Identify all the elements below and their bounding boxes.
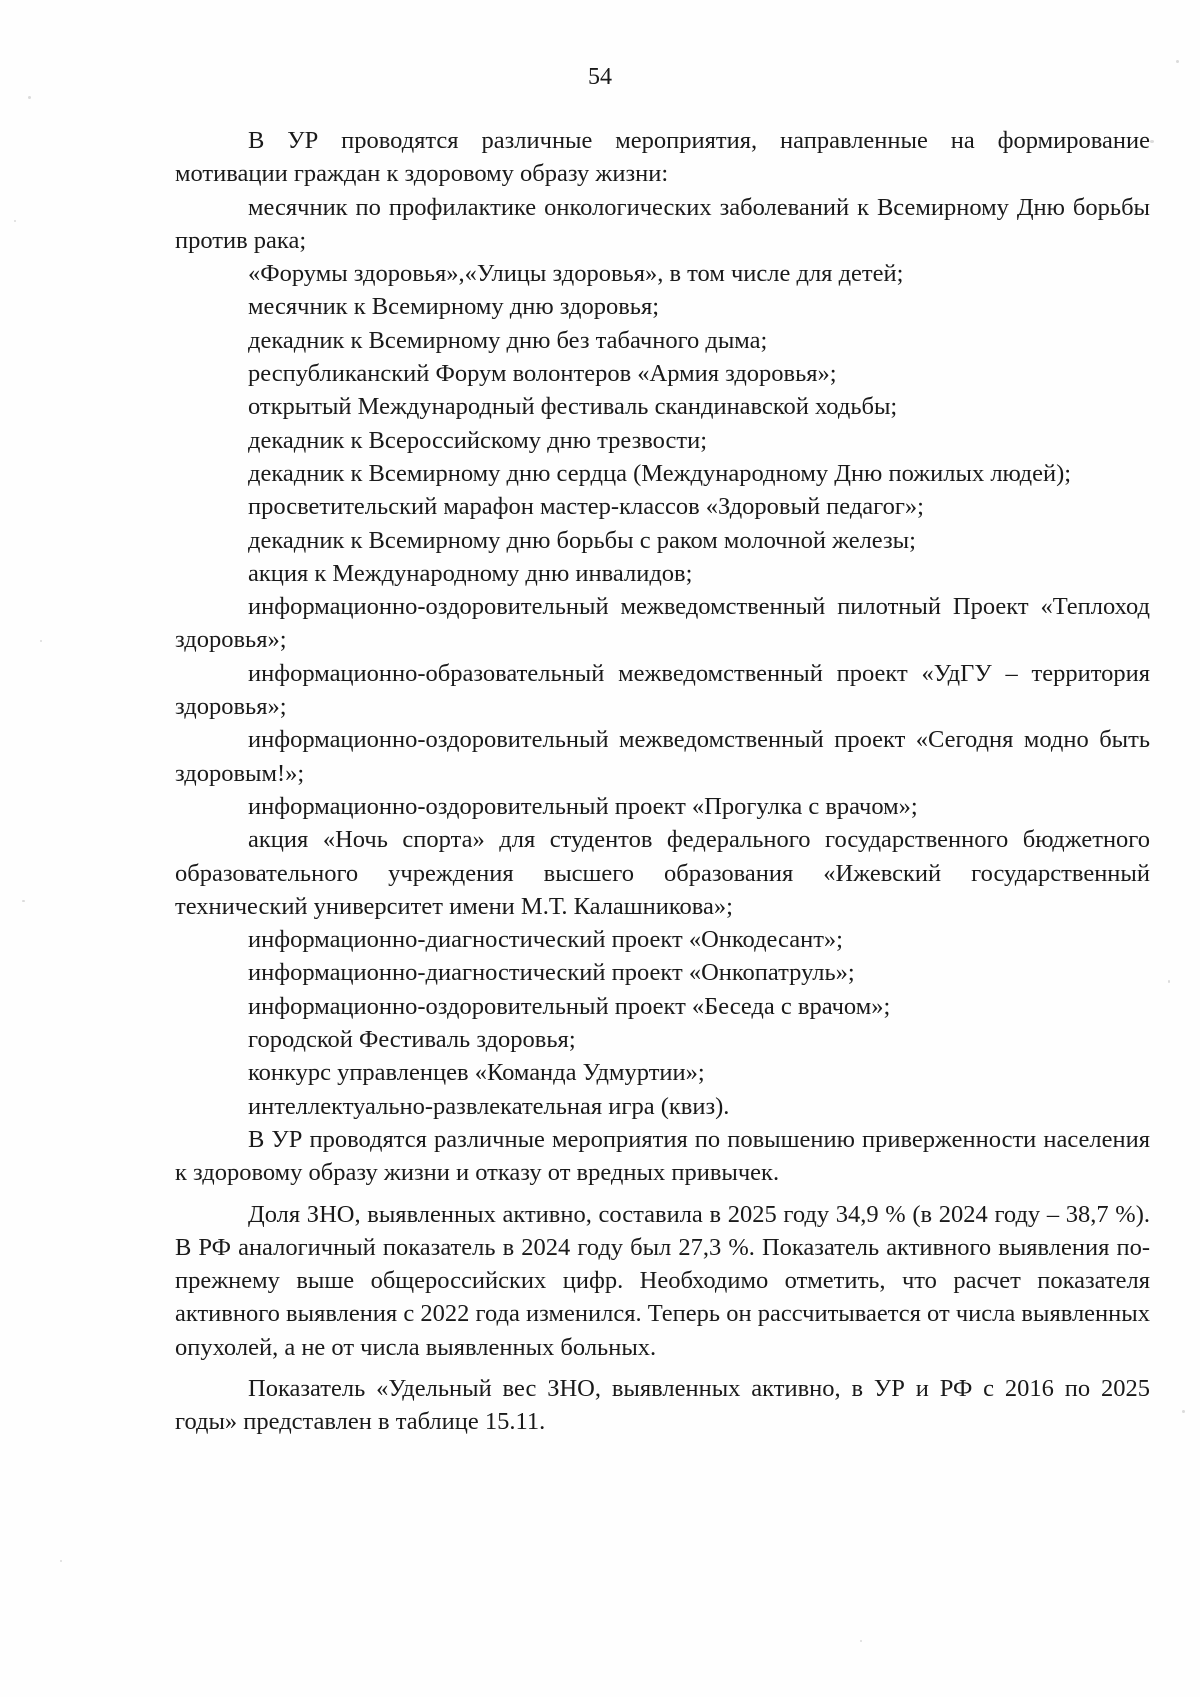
list-item: интеллектуально-развлекательная игра (квиз). xyxy=(248,1092,730,1120)
list-item: информационно-оздоровительный межведомственный проект «Сегодня модно быть здоровым!»; xyxy=(175,726,1150,787)
scan-speck xyxy=(28,96,31,99)
document-body xyxy=(175,124,1150,1439)
body-paragraph: В УР проводятся различные мероприятия по повышению приверженности населения к здоровому образу жизни и отказу от вредных привычек. xyxy=(175,1125,1150,1187)
list-item: информационно-оздоровительный межведомственный пилотный Проект «Теплоход здоровья»; xyxy=(175,593,1150,654)
list-item: декадник к Всемирному дню без табачного дыма; xyxy=(248,326,768,354)
list-item: акция «Ночь спорта» для студентов федерального государственного бюджетного образовательного учреждения высшего образования «Ижевский государственный технический университет имени М.Т. Калашникова»; xyxy=(175,826,1150,920)
body-paragraph: Показатель «Удельный вес ЗНО, выявленных активно, в УР и РФ с 2016 по 2025 годы» представлен в таблице 15.11. xyxy=(175,1374,1150,1436)
list-item: информационно-диагностический проект «Онкодесант»; xyxy=(248,926,843,954)
list-item: информационно-оздоровительный проект «Беседа с врачом»; xyxy=(248,992,891,1020)
scan-speck xyxy=(1168,980,1170,983)
list-item: просветительский марафон мастер-классов «Здоровый педагог»; xyxy=(248,493,924,521)
list-item: информационно-образовательный межведомственный проект «УдГУ – территория здоровья»; xyxy=(175,659,1150,721)
list-item: декадник к Всемирному дню борьбы с раком молочной железы; xyxy=(248,526,916,554)
list-item: информационно-диагностический проект «Онкопатруль»; xyxy=(248,959,855,987)
page-number: 54 xyxy=(588,64,612,90)
list-item: республиканский Форум волонтеров «Армия здоровья»; xyxy=(248,360,837,388)
scan-speck xyxy=(40,640,42,642)
list-item: декадник к Всероссийскому дню трезвости; xyxy=(248,426,708,454)
list-item: «Форумы здоровья»,«Улицы здоровья», в том числе для детей; xyxy=(248,260,904,288)
intro-paragraph: В УР проводятся различные мероприятия, направленные на формирование мотивации граждан к здоровому образу жизни: xyxy=(175,127,1150,188)
list-item: месячник к Всемирному дню здоровья; xyxy=(248,293,660,321)
scan-speck xyxy=(860,1640,862,1642)
list-item: конкурс управленцев «Команда Удмуртии»; xyxy=(248,1059,705,1087)
list-item: открытый Международный фестиваль скандинавской ходьбы; xyxy=(248,393,898,421)
list-item: акция к Международному дню инвалидов; xyxy=(248,559,693,587)
scan-speck xyxy=(22,900,25,902)
scan-speck xyxy=(14,220,16,222)
list-item: месячник по профилактике онкологических заболеваний к Всемирному Дню борьбы против рака; xyxy=(175,193,1150,254)
list-item: информационно-оздоровительный проект «Прогулка с врачом»; xyxy=(248,792,918,820)
scan-speck xyxy=(1182,1410,1185,1413)
list-item: декадник к Всемирному дню сердца (Международному Дню пожилых людей); xyxy=(248,459,1072,487)
scan-speck xyxy=(1150,140,1154,143)
body-paragraph: Доля ЗНО, выявленных активно, составила в 2025 году 34,9 % (в 2024 году – 38,7 %). В РФ аналогичный показатель в 2024 году был 27,3 %. Показатель активного выявления по-прежнему выше общероссийских цифр. Необходимо отметить, что расчет показателя активного выявления с 2022 года изменился. Теперь он рассчитывается от числа выявленных опухолей, а не от числа выявленных больных. xyxy=(175,1200,1150,1361)
list-item: городской Фестиваль здоровья; xyxy=(248,1026,576,1054)
scan-speck xyxy=(60,1560,62,1562)
